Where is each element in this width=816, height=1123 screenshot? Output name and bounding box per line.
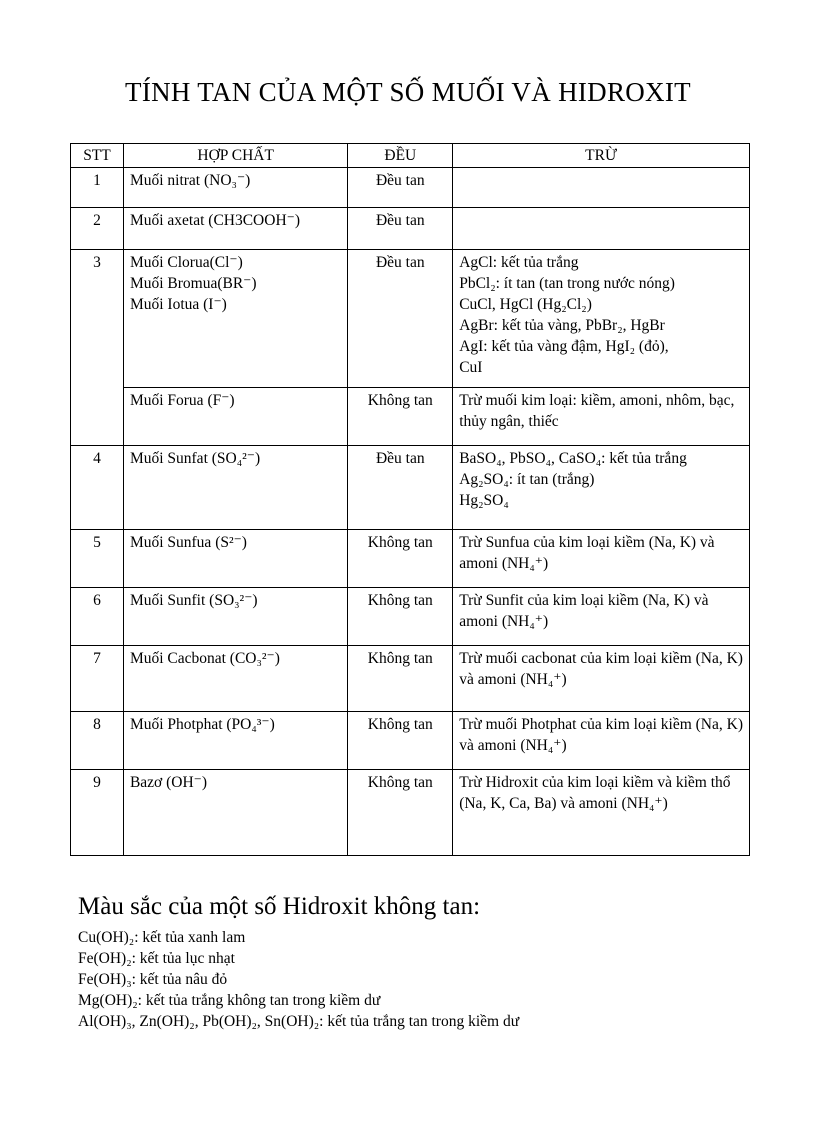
table-row — [71, 588, 750, 646]
exception-text: Trừ muối Photphat của kim loại kiềm (Na, K) và amoni (NH₄⁺) — [459, 716, 743, 754]
compound-name: Muối Sunfua (S²⁻) — [129, 534, 247, 551]
cell-tru — [453, 168, 750, 208]
compound-name: Muối Photphat (PO₄³⁻) — [129, 716, 275, 733]
hydroxide-color-item: Fe(OH)₃: kết tủa nâu đỏ — [78, 971, 228, 988]
colors-section-title: Màu sắc của một số Hidroxit không tan: — [78, 893, 481, 920]
exception-text: Trừ muối kim loại: kiềm, amoni, nhôm, bạc, thủy ngân, thiếc — [459, 392, 735, 430]
cell-deu: Đều tan — [348, 250, 453, 388]
cell-stt: 6 — [71, 588, 124, 646]
header-deu: ĐỀU — [348, 144, 453, 168]
compound-name: Muối Cacbonat (CO₃²⁻) — [129, 650, 280, 667]
header-hop-chat: HỢP CHẤT — [123, 144, 347, 168]
cell-tru — [453, 646, 750, 712]
compound-name: Muối axetat (CH3COOH⁻) — [129, 212, 300, 229]
exception-text: BaSO₄, PbSO₄, CaSO₄: kết tủa trắng — [459, 450, 687, 467]
cell-tru — [453, 588, 750, 646]
exception-text: Ag₂SO₄: ít tan (trắng) — [459, 471, 595, 488]
cell-hop-chat — [123, 712, 347, 770]
exception-text: Trừ Sunfit của kim loại kiềm (Na, K) và amoni (NH₄⁺) — [459, 592, 709, 630]
compound-name: Muối Forua (F⁻) — [129, 392, 235, 409]
exception-text: Trừ muối cacbonat của kim loại kiềm (Na, K) và amoni (NH₄⁺) — [459, 650, 743, 688]
exception-text: Trừ Hidroxit của kim loại kiềm và kiềm thổ (Na, K, Ca, Ba) và amoni (NH₄⁺) — [459, 774, 731, 812]
table-row — [71, 646, 750, 712]
cell-tru — [453, 250, 750, 388]
cell-stt: 4 — [71, 446, 124, 530]
cell-deu: Không tan — [348, 712, 453, 770]
cell-deu: Không tan — [348, 388, 453, 446]
table-row — [71, 446, 750, 530]
compound-name: Muối nitrat (NO₃⁻) — [129, 172, 251, 189]
exception-text: CuI — [459, 359, 483, 376]
exception-text: Hg₂SO₄ — [459, 492, 509, 509]
cell-tru — [453, 712, 750, 770]
cell-tru — [453, 388, 750, 446]
cell-deu: Đều tan — [348, 208, 453, 250]
cell-tru — [453, 446, 750, 530]
cell-tru — [453, 208, 750, 250]
table-row — [71, 168, 750, 208]
cell-stt: 8 — [71, 712, 124, 770]
compound-name: Muối Bromua(BR⁻) — [129, 275, 257, 292]
cell-hop-chat — [123, 446, 347, 530]
cell-hop-chat — [123, 530, 347, 588]
table-row — [71, 770, 750, 856]
cell-stt: 3 — [71, 250, 124, 446]
exception-text: CuCl, HgCl (Hg₂Cl₂) — [459, 296, 592, 313]
cell-hop-chat — [123, 770, 347, 856]
header-tru: TRỪ — [453, 144, 750, 168]
table-header-row — [71, 144, 750, 168]
compound-name: Muối Sunfit (SO₃²⁻) — [129, 592, 258, 609]
cell-hop-chat — [123, 388, 347, 446]
exception-text: AgCl: kết tủa trắng — [459, 254, 579, 271]
cell-stt: 7 — [71, 646, 124, 712]
compound-name: Muối Clorua(Cl⁻) — [129, 254, 243, 271]
exception-text: AgBr: kết tủa vàng, PbBr₂, HgBr — [459, 317, 665, 334]
cell-deu: Đều tan — [348, 446, 453, 530]
hydroxide-color-item: Cu(OH)₂: kết tủa xanh lam — [78, 929, 246, 946]
hydroxide-color-item: Al(OH)₃, Zn(OH)₂, Pb(OH)₂, Sn(OH)₂: kết tủa trắng tan trong kiềm dư — [78, 1013, 520, 1030]
cell-tru — [453, 770, 750, 856]
table-row — [71, 530, 750, 588]
cell-hop-chat — [123, 168, 347, 208]
table-body — [71, 168, 750, 856]
table-row — [71, 388, 750, 446]
header-stt: STT — [71, 144, 124, 168]
cell-deu: Không tan — [348, 588, 453, 646]
table-row — [71, 712, 750, 770]
cell-stt: 2 — [71, 208, 124, 250]
cell-deu: Không tan — [348, 770, 453, 856]
solubility-table — [70, 143, 750, 856]
cell-hop-chat — [123, 250, 347, 388]
compound-name: Bazơ (OH⁻) — [129, 774, 207, 791]
cell-tru — [453, 530, 750, 588]
compound-name: Muối Sunfat (SO₄²⁻) — [129, 450, 261, 467]
exception-text: AgI: kết tủa vàng đậm, HgI₂ (đỏ), — [459, 338, 669, 355]
cell-stt: 9 — [71, 770, 124, 856]
hydroxide-color-item: Fe(OH)₂: kết tủa lục nhạt — [78, 950, 235, 967]
cell-hop-chat — [123, 208, 347, 250]
cell-deu: Đều tan — [348, 168, 453, 208]
page-title: TÍNH TAN CỦA MỘT SỐ MUỐI VÀ HIDROXIT — [125, 77, 691, 107]
cell-deu: Không tan — [348, 646, 453, 712]
cell-stt: 1 — [71, 168, 124, 208]
cell-hop-chat — [123, 588, 347, 646]
exception-text: PbCl₂: ít tan (tan trong nước nóng) — [459, 275, 675, 292]
table-row — [71, 208, 750, 250]
cell-deu: Không tan — [348, 530, 453, 588]
table-row — [71, 250, 750, 388]
compound-name: Muối Iotua (I⁻) — [129, 296, 227, 313]
cell-hop-chat — [123, 646, 347, 712]
cell-stt: 5 — [71, 530, 124, 588]
colors-list — [78, 927, 519, 1032]
hydroxide-color-item: Mg(OH)₂: kết tủa trắng không tan trong kiềm dư — [78, 992, 381, 1009]
exception-text: Trừ Sunfua của kim loại kiềm (Na, K) và amoni (NH₄⁺) — [459, 534, 715, 572]
